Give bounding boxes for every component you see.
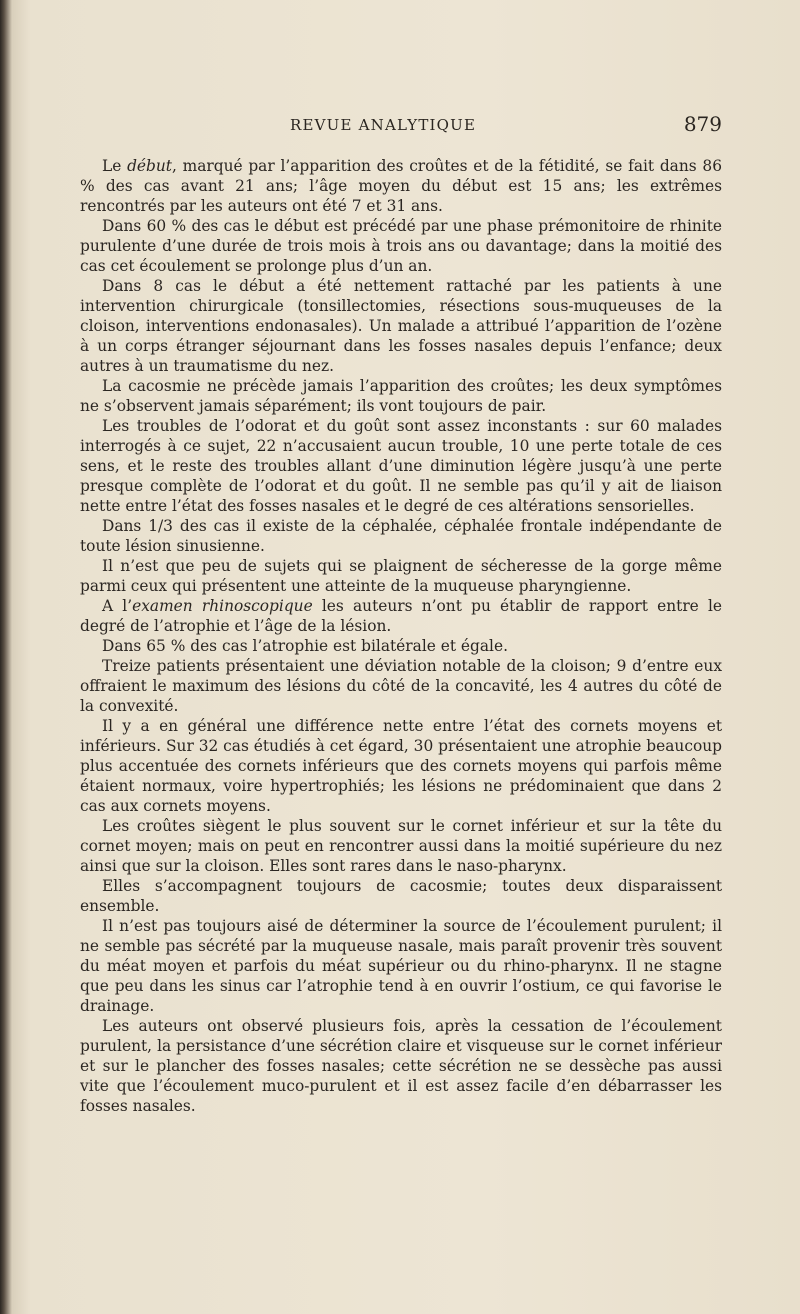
paragraph: Les auteurs ont observé plusieurs fois, après la cessation de l’écoulement purulent, la persistance d’une sécrétion claire et visqueuse sur le cornet inférieur et sur le plancher des fosses nasales; cette sécrétion ne se dessèche pas aussi vite que l’écoulement muco-purulent et il est assez facile d’en débarrasser les fosses nasales. [80, 1017, 722, 1115]
running-title: REVUE ANALYTIQUE [290, 116, 477, 134]
paragraph: Il n’est pas toujours aisé de déterminer la source de l’écoulement purulent; il ne semble pas sécrété par la muqueuse nasale, mais paraît provenir très souvent du méat moyen et parfois du méat supérieur ou du rhino-pharynx. Il ne stagne que peu dans les sinus car l’atrophie tend à en ouvrir l’ostium, ce qui favorise le drainage. [80, 917, 722, 1015]
page-number: 879 [683, 112, 722, 136]
paragraph: A l’examen rhinoscopique les auteurs n’ont pu établir de rapport entre le degré de l’atrophie et l’âge de la lésion. [80, 597, 723, 635]
paragraph: Il n’est que peu de sujets qui se plaignent de sécheresse de la gorge même parmi ceux qui présentent une atteinte de la muqueuse pharyngienne. [80, 557, 722, 595]
paragraph: Il y a en général une différence nette entre l’état des cornets moyens et inférieurs. Sur 32 cas étudiés à cet égard, 30 présentaient une atrophie beaucoup plus accentuée des cornets inférieurs que des cornets moyens qui parfois même étaient normaux, voire hypertrophiés; les lésions ne prédominaient que dans 2 cas aux cornets moyens. [80, 717, 722, 815]
paragraph: Dans 60 % des cas le début est précédé par une phase prémonitoire de rhinite purulente d’une durée de trois mois à trois ans ou davantage; dans la moitié des cas cet écoulement se prolonge plus d’un an. [80, 217, 722, 275]
article-body [80, 156, 722, 1116]
paragraph: Elles s’accompagnent toujours de cacosmie; toutes deux disparaissent ensemble. [80, 877, 722, 915]
page-header [80, 112, 722, 142]
paragraph: Dans 8 cas le début a été nettement rattaché par les patients à une intervention chirurgicale (tonsillectomies, résections sous-muqueuses de la cloison, interventions endonasales). Un malade a attribué l’apparition de l’ozène à un corps étranger séjournant dans les fosses nasales depuis l’enfance; deux autres à un traumatisme du nez. [80, 277, 722, 375]
paragraph: Dans 1/3 des cas il existe de la céphalée, céphalée frontale indépendante de toute lésion sinusienne. [80, 517, 722, 555]
paragraph: Treize patients présentaient une déviation notable de la cloison; 9 d’entre eux offraient le maximum des lésions du côté de la concavité, les 4 autres du côté de la convexité. [80, 657, 722, 715]
paragraph: Dans 65 % des cas l’atrophie est bilatérale et égale. [102, 637, 508, 655]
paragraph: Les croûtes siègent le plus souvent sur le cornet inférieur et sur la tête du cornet moyen; mais on peut en rencontrer aussi dans la moitié supérieure du nez ainsi que sur la cloison. Elles sont rares dans le naso-pharynx. [80, 817, 722, 875]
paragraph: Les troubles de l’odorat et du goût sont assez inconstants : sur 60 malades interrogés à ce sujet, 22 n’accusaient aucun trouble, 10 une perte totale de ces sens, et le reste des troubles allant d’une diminution légère jusqu’à une perte presque complète de l’odorat et du goût. Il ne semble pas qu’il y ait de liaison nette entre l’état des fosses nasales et le degré de ces altérations sensorielles. [80, 417, 722, 515]
paragraph: Le début, marqué par l’apparition des croûtes et de la fétidité, se fait dans 86 % des cas avant 21 ans; l’âge moyen du début est 15 ans; les extrêmes rencontrés par les auteurs ont été 7 et 31 ans. [80, 157, 722, 215]
paragraph: La cacosmie ne précède jamais l’apparition des croûtes; les deux symptômes ne s’observent jamais séparément; ils vont toujours de pair. [80, 377, 722, 415]
